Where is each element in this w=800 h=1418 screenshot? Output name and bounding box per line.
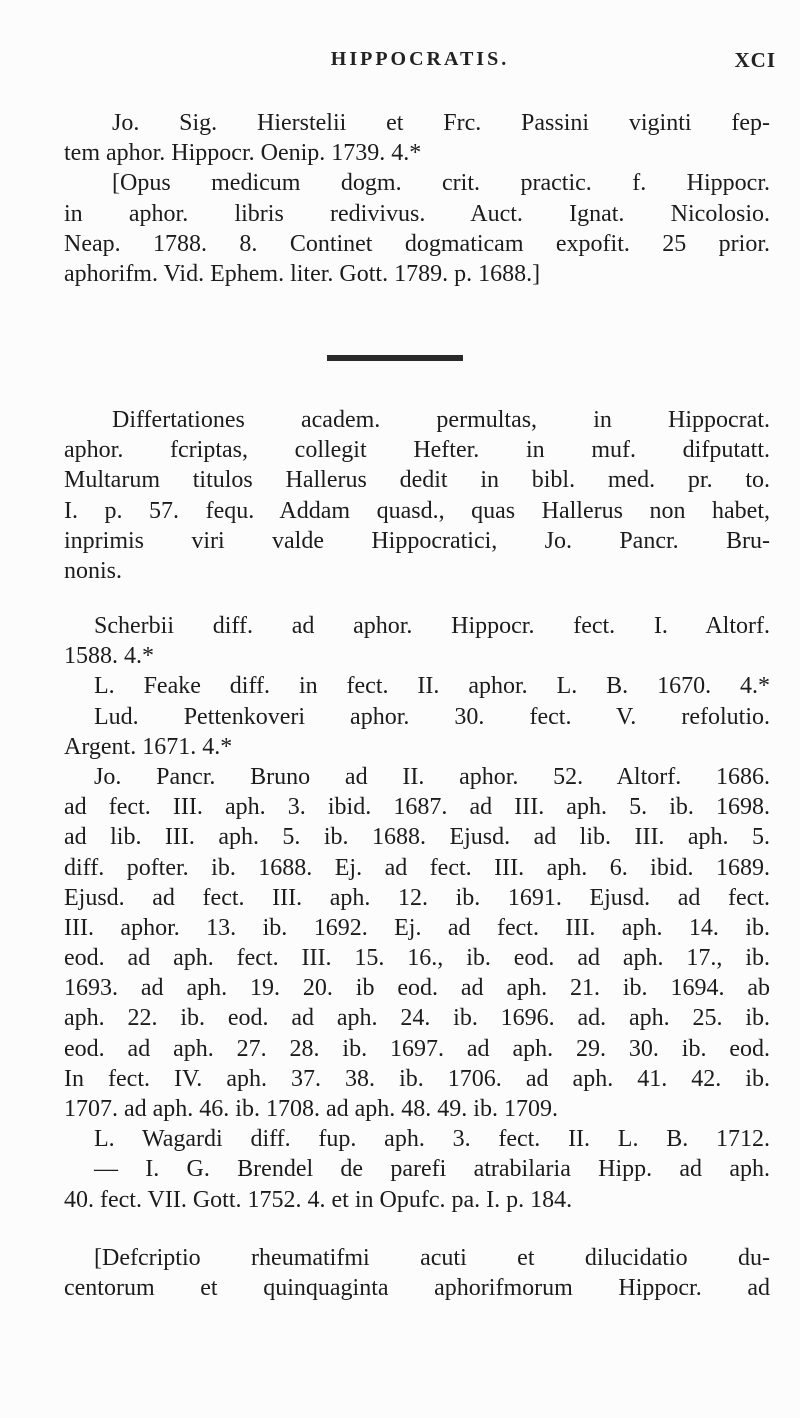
text-line: aph. 22. ib. eod. ad aph. 24. ib. 1696. ad. aph. 25. ib. (64, 1005, 770, 1032)
text-line: Argent. 1671. 4.* (64, 733, 233, 760)
running-title: HIPPOCRATIS. (330, 48, 510, 70)
text-line: tem aphor. Hippocr. Oenip. 1739. 4.* (64, 140, 422, 167)
text-line: Differtationes academ. permultas, in Hippocrat. (112, 407, 770, 433)
text-line: Multarum titulos Hallerus dedit in bibl. med. pr. to. (64, 467, 770, 494)
rheumatism-entry (64, 1243, 770, 1303)
text-line: L. Wagardi diff. fup. aph. 3. fect. II. L. B. 1712. (94, 1126, 770, 1153)
dissertation-list (64, 611, 770, 1215)
text-line: 40. fect. VII. Gott. 1752. 4. et in Opufc. pa. I. p. 184. (64, 1186, 573, 1213)
text-line: 1693. ad aph. 19. 20. ib eod. ad aph. 21. ib. 1694. ab (64, 975, 770, 1002)
text-line: III. aphor. 13. ib. 1692. Ej. ad fect. III. aph. 14. ib. (64, 914, 770, 941)
text-line: aphor. fcriptas, collegit Hefter. in muf. difputatt. (64, 437, 770, 464)
text-line: 1707. ad aph. 46. ib. 1708. ad aph. 48. 49. ib. 1709. (64, 1096, 558, 1122)
text-line: nonis. (64, 557, 123, 584)
text-line: L. Feake diff. in fect. II. aphor. L. B. 1670. 4.* (94, 673, 770, 700)
text-line: Jo. Sig. Hierstelii et Frc. Passini viginti fep- (112, 110, 770, 136)
text-line: Neap. 1788. 8. Continet dogmaticam expofit. 25 prior. (64, 230, 770, 257)
text-line: ad lib. III. aph. 5. ib. 1688. Ejusd. ad lib. III. aph. 5. (64, 824, 770, 851)
text-line: centorum et quinquaginta aphorifmorum Hippocr. ad (64, 1275, 770, 1302)
text-line: in aphor. libris redivivus. Auct. Ignat. Nicolosio. (64, 200, 770, 227)
text-line: ad fect. III. aph. 3. ibid. 1687. ad III. aph. 5. ib. 1698. (64, 794, 770, 821)
text-line: inprimis viri valde Hippocratici, Jo. Pancr. Bru- (64, 527, 770, 554)
text-line: eod. ad aph. fect. III. 15. 16., ib. eod. ad aph. 17., ib. (64, 945, 770, 972)
dissertations-intro (64, 405, 770, 586)
text-line: I. p. 57. fequ. Addam quasd., quas Hallerus non habet, (64, 497, 770, 524)
entry-hierstelius (64, 108, 770, 289)
text-line: diff. pofter. ib. 1688. Ej. ad fect. III. aph. 6. ibid. 1689. (64, 854, 770, 881)
text-line: aphorifm. Vid. Ephem. liter. Gott. 1789. p. 1688.] (64, 260, 541, 287)
text-line: — I. G. Brendel de parefi atrabilaria Hipp. ad aph. (94, 1156, 770, 1183)
page-header (64, 40, 776, 80)
text-line: 1588. 4.* (64, 643, 154, 670)
text-line: Jo. Pancr. Bruno ad II. aphor. 52. Altorf. 1686. (94, 763, 770, 790)
text-line: Scherbii diff. ad aphor. Hippocr. fect. I. Altorf. (94, 613, 770, 639)
text-line: eod. ad aph. 27. 28. ib. 1697. ad aph. 29. 30. ib. eod. (64, 1035, 770, 1062)
section-divider (327, 355, 463, 361)
text-line: [Defcriptio rheumatifmi acuti et dilucidatio du- (94, 1245, 770, 1271)
text-line: In fect. IV. aph. 37. 38. ib. 1706. ad aph. 41. 42. ib. (64, 1065, 770, 1092)
text-line: Lud. Pettenkoveri aphor. 30. fect. V. refolutio. (94, 703, 770, 730)
text-line: Ejusd. ad fect. III. aph. 12. ib. 1691. Ejusd. ad fect. (64, 884, 770, 911)
text-line: [Opus medicum dogm. crit. practic. f. Hippocr. (112, 170, 770, 197)
page-number: XCI (734, 48, 776, 72)
